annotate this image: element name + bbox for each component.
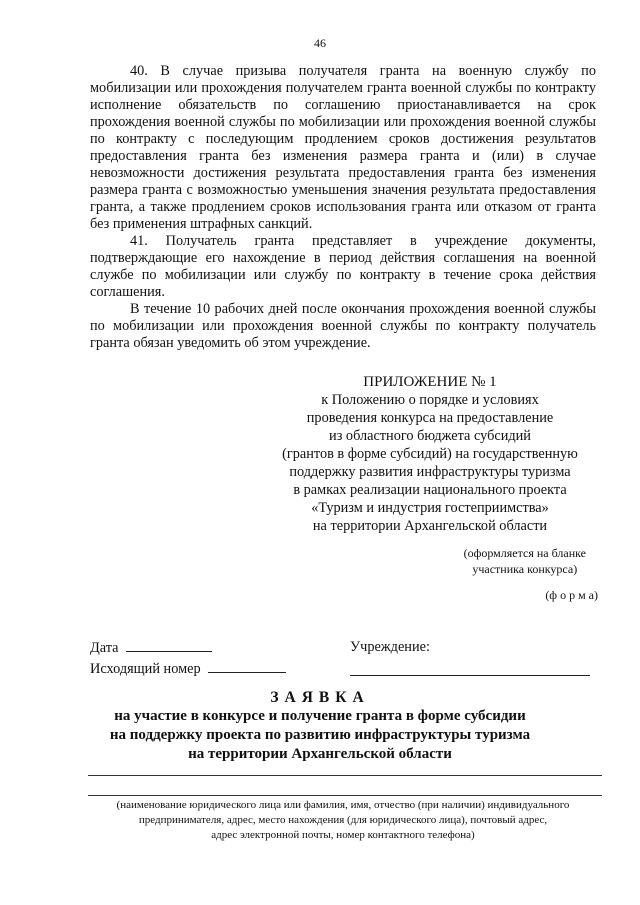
blank-note [464,545,586,577]
institution-label: Учреждение: [350,639,430,655]
page-number: 46 [314,36,326,50]
institution-field [350,637,600,676]
date-field [90,637,330,658]
paragraph-notice: В течение 10 рабочих дней после окончания прохождения военной службы по мобилизации или прохождения военной службы по контракту получатель гранта обязан уведомить об этом учреждение. [90,301,596,351]
appendix-line: к Положению о порядке и условиях [321,392,539,408]
appendix-line: из областного бюджета субсидий [329,428,531,444]
fill-line-2 [88,795,602,796]
appendix-line: проведения конкурса на предоставление [306,410,554,426]
left-fields [90,637,330,679]
appendix-line: в рамках реализации национального проекта [293,482,567,498]
body-text [90,63,596,352]
paragraph-41: 41. Получатель гранта представляет в учреждение документы, подтверждающие его нахождение в период действия соглашения на военной службе по мобилизации или службу по контракту в течение срока действия соглашения. [90,233,596,300]
caption-line: предпринимателя, адрес, место нахождения (для юридического лица), почтовый адрес, [138,814,548,826]
blank-note-line: (оформляется на бланке [463,546,586,560]
date-label: Дата [90,640,119,656]
appendix-line: «Туризм и индустрия гостеприимства» [311,500,549,516]
appendix-header [260,373,600,535]
outgoing-number-line [208,658,286,673]
caption-line: (наименование юридического лица или фамилия, имя, отчество (при наличии) индивидуального [116,799,570,811]
institution-line [350,661,590,676]
application-title [40,688,600,764]
application-subtitle: на территории Архангельской области [188,746,452,762]
caption-line: адрес электронной почты, номер контактного телефона) [211,829,475,841]
paragraph-40: 40. В случае призыва получателя гранта на военную службу по мобилизации или прохождения получателем гранта военной службы по контракту исполнение обязательств по соглашению приостанавливается на срок прохождения военной службы по мобилизации или прохождения военной службы по контракту с последующим продлением сроков достижения результатов предоставления гранта без изменения размера гранта и (или) в случае невозможности достижения результата предоставления гранта без изменения размера гранта с возможностью уменьшения значения результата предоставления гранта, а также продлением сроков использования гранта или отказом от гранта без применения штрафных санкций. [90,63,596,232]
appendix-line: (грантов в форме субсидий) на государственную [282,446,578,462]
application-subtitle: на участие в конкурсе и получение гранта в форме субсидии [114,708,526,724]
application-head: ЗАЯВКА [270,689,370,706]
fill-line-1 [88,775,602,776]
outgoing-number-label: Исходящий номер [90,661,201,677]
appendix-line: поддержку развития инфраструктуры туризма [289,464,571,480]
outgoing-number-field [90,658,330,679]
application-subtitle: на поддержку проекта по развитию инфраструктуры туризма [109,727,531,743]
form-label: (ф о р м а) [545,588,598,602]
date-line [126,637,212,652]
appendix-title: ПРИЛОЖЕНИЕ № 1 [363,374,497,390]
applicant-caption [90,798,596,843]
blank-note-line: участника конкурса) [472,562,578,576]
appendix-line: на территории Архангельской области [312,518,548,534]
